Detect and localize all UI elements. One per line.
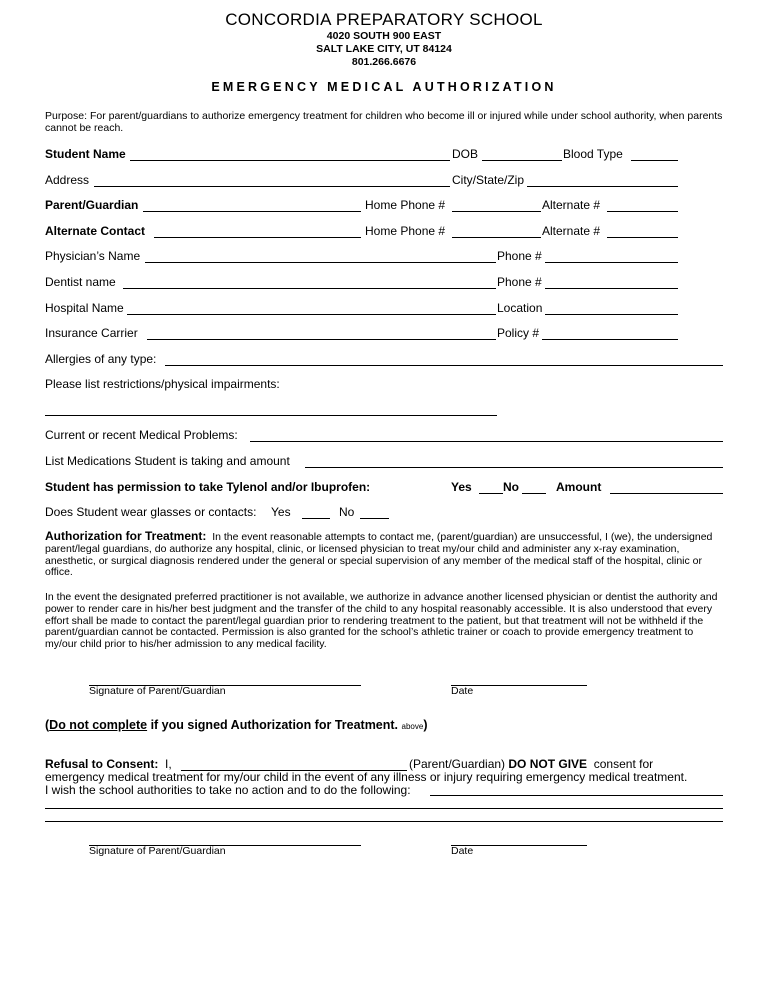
home-phone-1-label: Home Phone # (365, 198, 446, 212)
location-label: Location (497, 301, 543, 315)
dentist-phone-label: Phone # (497, 275, 542, 289)
glasses-yes-label: Yes (271, 505, 291, 519)
hospital-name-field[interactable] (127, 314, 496, 315)
refusal-instructions-field[interactable] (430, 795, 723, 796)
tylenol-yes-field[interactable] (479, 493, 503, 494)
city-state-zip-field[interactable] (527, 186, 678, 187)
do-not-complete-notice: (Do not complete if you signed Authorization for Treatment. above) (45, 718, 428, 732)
amount-label: Amount (556, 480, 602, 494)
form-title: EMERGENCY MEDICAL AUTHORIZATION (211, 80, 557, 94)
alternate-1-label: Alternate # (542, 198, 601, 212)
allergies-field[interactable] (165, 365, 723, 366)
glasses-no-label: No (339, 505, 355, 519)
physician-name-label: Physician’s Name (45, 249, 141, 263)
location-field[interactable] (545, 314, 678, 315)
do-not-complete-text: Do not complete (49, 718, 148, 732)
physician-phone-label: Phone # (497, 249, 542, 263)
do-not-give: DO NOT GIVE (508, 757, 588, 771)
refusal-line-3: I wish the school authorities to take no action and to do the following: (45, 783, 411, 797)
policy-label: Policy # (497, 326, 540, 340)
home-phone-2-field[interactable] (452, 237, 541, 238)
physician-phone-field[interactable] (545, 262, 678, 263)
city-state-zip-label: City/State/Zip (452, 173, 525, 187)
alternate-2-label: Alternate # (542, 224, 601, 238)
school-street: 4020 SOUTH 900 EAST (326, 30, 442, 42)
refusal-instructions-line-2[interactable] (45, 808, 723, 809)
home-phone-1-field[interactable] (452, 211, 541, 212)
allergies-label: Allergies of any type: (45, 352, 157, 366)
dentist-name-label: Dentist name (45, 275, 116, 289)
dentist-name-field[interactable] (123, 288, 496, 289)
alternate-contact-label: Alternate Contact (45, 224, 146, 238)
glasses-yes-field[interactable] (302, 518, 330, 519)
tylenol-yes-label: Yes (451, 480, 472, 494)
medical-problems-label: Current or recent Medical Problems: (45, 428, 238, 442)
purpose-text: Purpose: For parent/guardians to authorize emergency treatment for children who become ill or injured while under school authority, when parents cannot be reach. (45, 110, 723, 134)
tylenol-permission-label: Student has permission to take Tylenol and/or Ibuprofen: (45, 480, 371, 494)
parent-guardian-label: Parent/Guardian (45, 198, 139, 212)
school-city: SALT LAKE CITY, UT 84124 (316, 43, 452, 55)
dob-field[interactable] (482, 160, 562, 161)
refusal-line-2: emergency medical treatment for my/our child in the event of any illness or injury requiring emergency medical treatment. (45, 770, 688, 784)
medical-problems-field[interactable] (250, 441, 723, 442)
student-name-field[interactable] (130, 160, 450, 161)
signature-2-label: Signature of Parent/Guardian (89, 845, 226, 857)
tylenol-no-label: No (503, 480, 519, 494)
insurance-carrier-field[interactable] (147, 339, 496, 340)
hospital-name-label: Hospital Name (45, 301, 124, 315)
refusal-heading: Refusal to Consent: (45, 757, 159, 771)
school-name: CONCORDIA PREPARATORY SCHOOL (225, 10, 543, 29)
refusal-line-1b: (Parent/Guardian) DO NOT GIVE consent for (409, 757, 654, 771)
medications-field[interactable] (305, 467, 723, 468)
refusal-instructions-line-3[interactable] (45, 821, 723, 822)
medications-label: List Medications Student is taking and amount (45, 454, 290, 468)
authorization-paragraph-2: In the event the designated preferred practitioner is not available, we authorize in advance another licensed physician or dentist the authority and power to render care in his/her best judgment and the transfer of the child to any hospital reasonably accessible. It is also understood that every effort shall be made to contact the parent/legal guardian prior to rendering treatment to the patient, but that treatment will not be withheld if the parent/guardian cannot be contacted. Permission is also granted for the school’s athletic trainer or coach to provide emergency treatment to my/our child prior to his/her admission to any medical facility. (45, 591, 718, 651)
refusal-line-1: Refusal to Consent: I, (45, 757, 172, 771)
glasses-no-field[interactable] (360, 518, 389, 519)
alternate-1-field[interactable] (607, 211, 678, 212)
restrictions-field[interactable] (45, 415, 497, 416)
alternate-contact-field[interactable] (154, 237, 361, 238)
blood-type-label: Blood Type (563, 147, 623, 161)
school-phone: 801.266.6676 (351, 56, 417, 68)
policy-field[interactable] (542, 339, 678, 340)
authorization-paragraph (45, 531, 725, 579)
amount-field[interactable] (610, 493, 723, 494)
address-field[interactable] (94, 186, 450, 187)
dentist-phone-field[interactable] (545, 288, 678, 289)
authorization-heading: Authorization for Treatment: (45, 529, 207, 543)
authorization-text: In the event reasonable attempts to contact me, (parent/guardian) are unsuccessful, I (we), the undersigned parent/legal guardians, do authorize any hospital, clinic, or licensed physician to treat my/our child and administer any x-ray examination, anesthetic, or surgical diagnosis rendered under the general or special supervision of any member of the medical staff of the hospital, clinic or office. (45, 531, 713, 579)
parent-guardian-field[interactable] (143, 211, 361, 212)
date-1-label: Date (451, 685, 474, 697)
alternate-2-field[interactable] (607, 237, 678, 238)
date-2-label: Date (451, 845, 474, 857)
student-name-label: Student Name (45, 147, 126, 161)
blood-type-field[interactable] (631, 160, 678, 161)
dob-label: DOB (452, 147, 479, 161)
insurance-carrier-label: Insurance Carrier (45, 326, 138, 340)
signature-1-label: Signature of Parent/Guardian (89, 685, 226, 697)
home-phone-2-label: Home Phone # (365, 224, 446, 238)
restrictions-label: Please list restrictions/physical impairments: (45, 377, 280, 391)
address-label: Address (45, 173, 90, 187)
physician-name-field[interactable] (145, 262, 496, 263)
tylenol-no-field[interactable] (522, 493, 546, 494)
glasses-label: Does Student wear glasses or contacts: (45, 505, 257, 519)
